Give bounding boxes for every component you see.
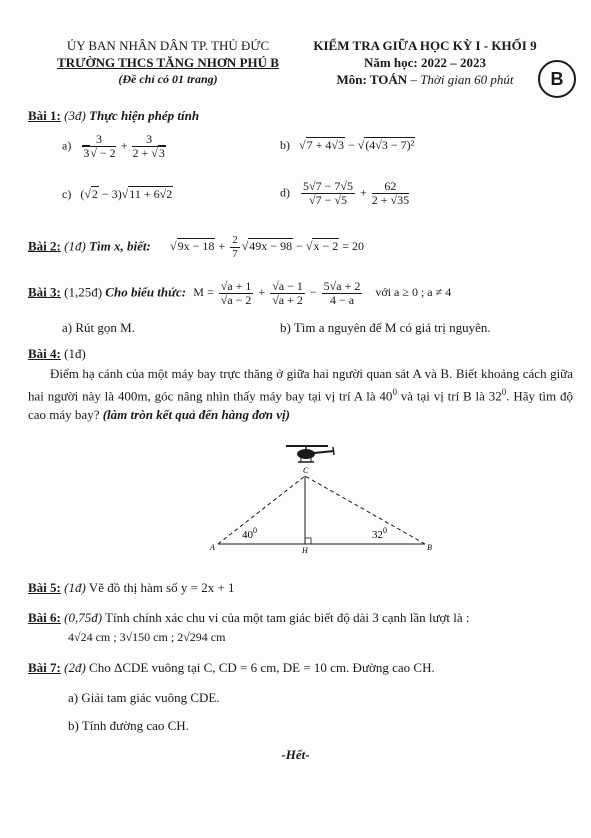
- bai4-heading: [28, 346, 86, 362]
- label-a: a): [62, 138, 72, 153]
- bai3-title: Bài 3:: [28, 284, 61, 300]
- side-3: 2√294 cm: [177, 630, 226, 644]
- bai4-text: Điểm hạ cánh của một máy bay trực thăng ở giữa hai người quan sát A và B. Biết khoảng cách giữa hai người này là 400m, góc nâng nhìn thấy máy bay tại vị trí A là 40: [28, 366, 573, 404]
- bai3-desc: Cho biểu thức:: [102, 284, 187, 300]
- sightline-b: [305, 476, 425, 544]
- bai7-text: Cho ΔCDE vuông tại C, CD = 6 cm, DE = 10 cm. Đường cao CH.: [85, 660, 435, 675]
- bai2-equation: √9x − 18 + $\frac{2}{7}$ √49x − 98 − √x − 2 = 20: [170, 234, 364, 260]
- bai3-a: a) Rút gọn M.: [62, 320, 135, 335]
- bai5-points: (1đ): [60, 580, 86, 595]
- school-year: Năm học: 2022 – 2023: [363, 55, 487, 70]
- subject-label: Môn: TOÁN: [336, 72, 408, 87]
- bai1-a: a) $\frac{3}{3√ - 2}$ + $\frac{3}{2 + √3}$: [62, 132, 165, 160]
- bai1-c: c) (√2 − 3)√11 + 6√2: [62, 187, 173, 201]
- bai7-a: a) Giải tam giác vuông CDE.: [68, 690, 220, 705]
- bai1-b: b) √7 + 4√3 − √(4√3 − 7)²: [280, 138, 415, 152]
- bai1-d: d) $\frac{5√7 - 7√5}{√7 - √5}$ + $\frac{62}{2 + √35}$: [280, 179, 410, 207]
- bai6-sides: 4√24 cm ; 3√150 cm ; 2√294 cm: [68, 630, 226, 644]
- side-1: 4√24 cm: [68, 630, 111, 644]
- bai4-title: Bài 4:: [28, 346, 61, 361]
- department-name: ỦY BAN NHÂN DÂN TP. THỦ ĐỨC: [66, 38, 270, 53]
- point-a-label: A: [210, 543, 215, 552]
- bai3-points: (1,25đ): [60, 284, 103, 300]
- bai2-title: Bài 2:: [28, 238, 61, 254]
- bai4-text3: . Hãy tìm độ cao máy bay?: [28, 388, 573, 423]
- angle-a-label: $40^0$: [242, 526, 257, 541]
- bai3-heading: [28, 280, 451, 307]
- bai4-points: (1đ): [60, 346, 86, 361]
- school-name: TRƯỜNG THCS TĂNG NHƠN PHÚ B: [57, 55, 279, 70]
- exam-title: KIỂM TRA GIỮA HỌC KỲ I - KHỐI 9: [313, 38, 537, 53]
- bai3-condition: với a ≥ 0 ; a ≠ 4: [375, 285, 452, 300]
- point-b-label: B: [427, 543, 432, 552]
- point-h-label: H: [302, 546, 308, 555]
- header-left: [38, 38, 298, 87]
- bai2-desc: Tìm x, biết:: [85, 238, 151, 254]
- bai4-body: [28, 364, 573, 424]
- bai7-points: (2đ): [60, 660, 86, 675]
- page-count-note: (Đề chỉ có 01 trang): [118, 72, 218, 86]
- side-2: 3√150 cm: [119, 630, 168, 644]
- bai5-title: Bài 5:: [28, 580, 61, 595]
- header-right: [300, 38, 550, 88]
- bai1-title: Bài 1:: [28, 108, 61, 123]
- right-angle-mark: [305, 538, 311, 544]
- bai7-title: Bài 7:: [28, 660, 61, 675]
- bai6-text: Tính chính xác chu vi của một tam giác biết độ dài 3 cạnh lần lượt là :: [102, 610, 470, 625]
- angle-b-label: $32^0$: [372, 526, 387, 541]
- bai5: [28, 580, 235, 596]
- bai1-desc: Thực hiện phép tính: [85, 108, 200, 123]
- helicopter-figure: [200, 440, 440, 560]
- sightline-a: [218, 476, 305, 544]
- label-b: b): [280, 138, 290, 152]
- deg-sup-a: 0: [392, 387, 397, 397]
- bai2-heading: [28, 234, 364, 261]
- deg-sup-b: 0: [501, 387, 507, 397]
- bai3-expression: M = $\frac{√a + 1}{√a - 2}$ + $\frac{√a - 1}{√a + 2}$ − $\frac{5√a + 2}{4 - a}$: [193, 279, 361, 307]
- bai7: [28, 660, 435, 676]
- bai6-title: Bài 6:: [28, 610, 61, 625]
- bai2-points: (1đ): [60, 238, 86, 254]
- version-letter: B: [550, 68, 564, 89]
- bai5-text: Vẽ đồ thị hàm số y = 2x + 1: [85, 580, 235, 595]
- bai6-points: (0,75đ): [60, 610, 103, 625]
- exam-version-badge: [538, 60, 576, 98]
- bai2-rhs: = 20: [342, 239, 364, 254]
- subject-line: [300, 72, 550, 88]
- bai3-b: b) Tìm a nguyên để M có giá trị nguyên.: [280, 320, 491, 335]
- end-mark: -Hết-: [281, 747, 310, 762]
- bai6: [28, 610, 470, 626]
- bai7-b: b) Tính đường cao CH.: [68, 718, 189, 733]
- bai4-text2: và tại vị trí B là 32: [396, 388, 502, 404]
- label-c: c): [62, 187, 72, 201]
- bai1-points: (3đ): [60, 108, 86, 123]
- bai1-heading: [28, 108, 199, 124]
- helicopter-icon: [286, 446, 334, 462]
- exam-time: – Thời gian 60 phút: [407, 72, 514, 87]
- label-d: d): [280, 185, 290, 200]
- bai4-note: (làm tròn kết quả đến hàng đơn vị): [99, 407, 290, 423]
- point-c-label: C: [303, 466, 309, 475]
